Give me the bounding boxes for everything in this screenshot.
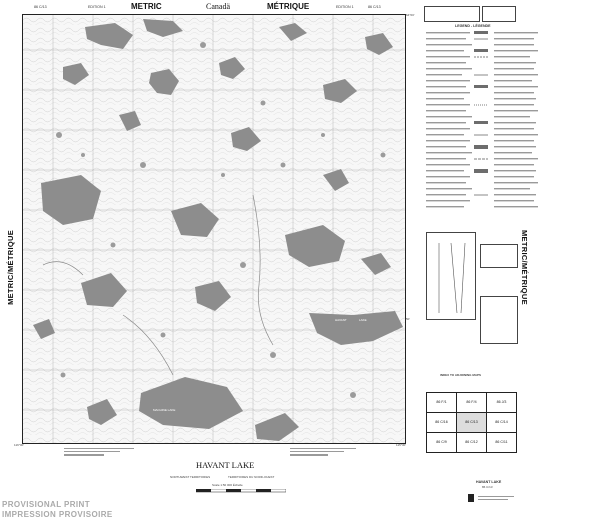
side-label-left: METRIC/MÉTRIQUE	[6, 230, 15, 305]
territory-en: NORTHWEST TERRITORIES	[170, 475, 211, 479]
agency-logo	[468, 494, 474, 502]
lake-label-machine: MACHINE LAKE	[153, 408, 176, 412]
right-map-title: HAVANT LAKE	[476, 480, 502, 484]
sheet-number-right: 86 C/13	[368, 5, 381, 9]
legend-title: LEGEND - LÉGENDE	[455, 24, 491, 28]
sheet-number-left: 86 C/13	[34, 5, 47, 9]
grid-declination-diagram	[426, 232, 476, 320]
index-cell: 86 C/12	[456, 432, 487, 453]
right-sheet-number: 86 C/13	[482, 485, 493, 489]
datum-note	[290, 448, 364, 458]
declination-lines	[427, 233, 475, 319]
metrique-label: MÉTRIQUE	[267, 2, 310, 11]
agency-text-block	[478, 496, 518, 502]
reliability-box	[480, 244, 518, 268]
corner-coord-se: 115°30'	[396, 443, 406, 447]
info-box-top-right	[482, 6, 516, 22]
index-cell: 86 F/1	[426, 392, 457, 413]
canada-wordmark: Canadä	[206, 2, 230, 11]
scale-bar	[196, 489, 286, 494]
elevation-note	[64, 448, 138, 458]
edition-right: EDITION 1	[336, 5, 354, 9]
index-cell: 86 C/14	[486, 412, 517, 433]
index-cell: 86 C/11	[486, 432, 517, 453]
lake-label-havant: HAVANT	[335, 318, 347, 322]
lat-tick-right: 50'	[406, 317, 410, 321]
topographic-map	[23, 15, 405, 443]
territory-fr: TERRITOIRES DU NORD-OUEST	[228, 475, 275, 479]
edition-left: EDITION 1	[88, 5, 106, 9]
grid-reference-box	[480, 296, 518, 344]
corner-coord-nw: 64°00'	[406, 13, 415, 17]
metric-label: METRIC	[131, 2, 162, 11]
corner-coord-sw: 116°00'	[14, 443, 24, 447]
index-cell: 86 F/4	[456, 392, 487, 413]
map-title: HAVANT LAKE	[196, 460, 255, 470]
lake-label-lake: LAKE	[359, 318, 367, 322]
legend-panel	[424, 30, 548, 230]
index-grid	[426, 392, 516, 452]
provisional-print-en: PROVISIONAL PRINT	[2, 500, 90, 509]
side-label-right: METRIC/MÉTRIQUE	[520, 230, 529, 305]
scale-label: Scale 1:50 000 Échelle	[212, 483, 243, 487]
legend-symbols	[424, 30, 548, 230]
index-cell: 86 J/3	[486, 392, 517, 413]
index-cell-current: 86 C/13	[456, 412, 487, 433]
index-title: INDEX TO ADJOINING MAPS	[440, 373, 482, 377]
index-cell: 86 C/9	[426, 432, 457, 453]
map-frame	[22, 14, 406, 444]
index-cell: 86 C/16	[426, 412, 457, 433]
info-box-top	[424, 6, 480, 22]
provisional-print-fr: IMPRESSION PROVISOIRE	[2, 510, 113, 519]
